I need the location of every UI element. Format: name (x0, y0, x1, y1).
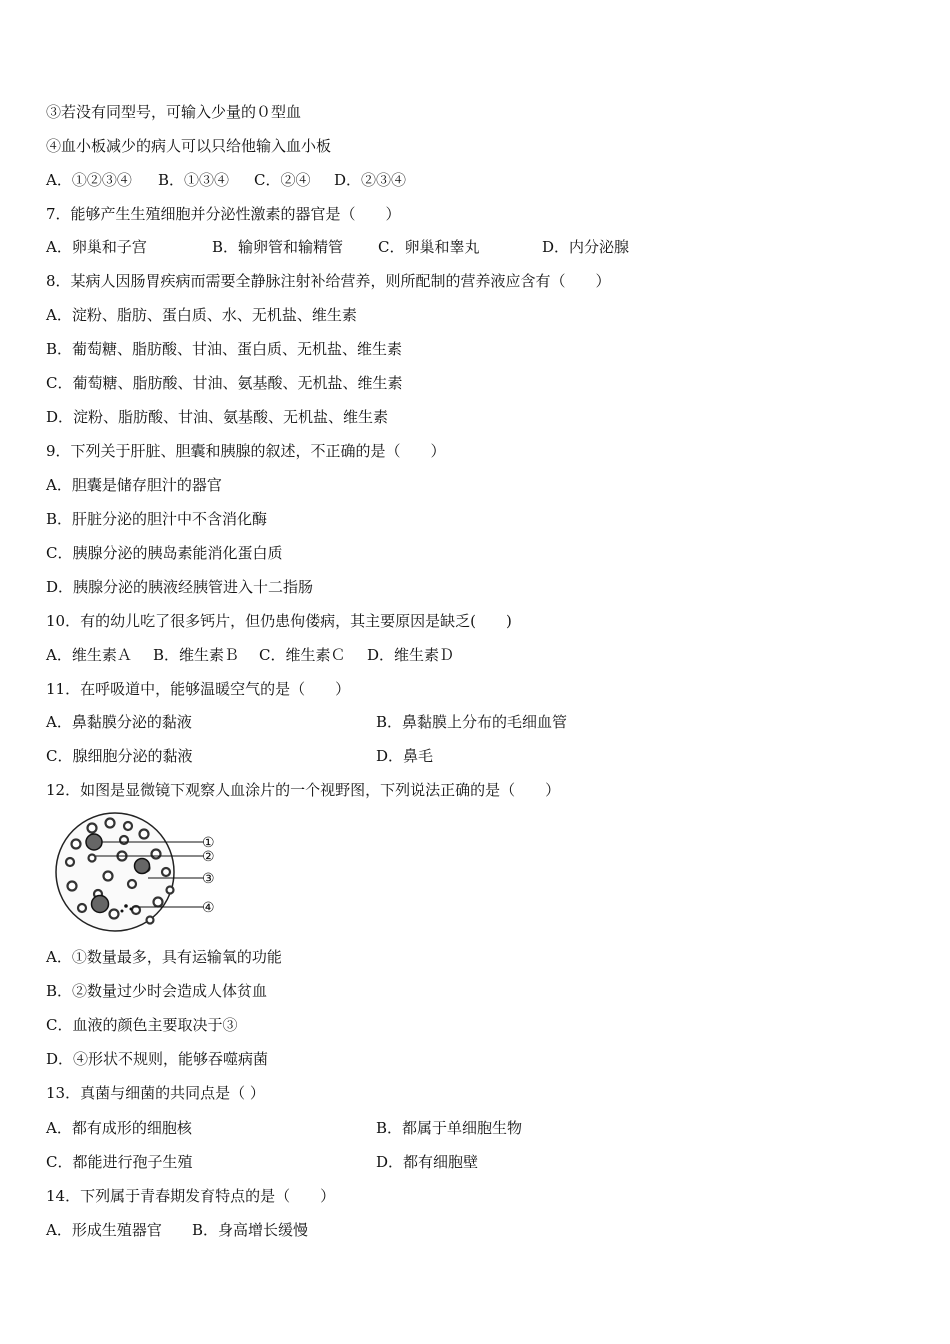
q12-option-c: C．血液的颜色主要取决于③ (46, 1016, 238, 1034)
q11-option-b: B．鼻黏膜上分布的毛细血管 (376, 713, 568, 731)
q13-stem: 13．真菌与细菌的共同点是（ ） (46, 1084, 265, 1102)
figure-label-2: ② (202, 849, 215, 865)
q12-option-a: A．①数量最多，具有运输氧的功能 (46, 948, 282, 966)
q7-option-c: C．卵巢和睾丸 (378, 238, 480, 256)
q8-stem: 8．某病人因肠胃疾病而需要全静脉注射补给营养，则所配制的营养液应含有（ ） (46, 272, 611, 290)
q13-option-d: D．都有细胞壁 (376, 1153, 479, 1171)
option-line-3: ③若没有同型号，可输入少量的０型血 (46, 103, 302, 121)
q10-option-c: C．维生素Ｃ (259, 646, 346, 664)
q14-option-b: B．身高增长缓慢 (192, 1221, 309, 1239)
q7-option-a: A．卵巢和子宫 (46, 238, 147, 256)
q11-option-c: C．腺细胞分泌的黏液 (46, 747, 193, 765)
figure-label-4: ④ (202, 900, 215, 916)
option-line-4: ④血小板减少的病人可以只给他输入血小板 (46, 137, 332, 155)
q10-option-b: B．维生素Ｂ (153, 646, 240, 664)
q7-stem: 7．能够产生生殖细胞并分泌性激素的器官是（ ） (46, 205, 401, 223)
q8-option-b: B．葡萄糖、脂肪酸、甘油、蛋白质、无机盐、维生素 (46, 340, 403, 358)
q6-option-d: D．②③④ (334, 171, 407, 189)
q11-stem: 11．在呼吸道中，能够温暖空气的是（ ） (46, 680, 351, 698)
q6-option-b: B．①③④ (158, 171, 230, 189)
q7-option-d: D．内分泌腺 (542, 238, 630, 256)
q11-option-d: D．鼻毛 (376, 747, 434, 765)
q9-option-a: A．胆囊是储存胆汁的器官 (46, 476, 222, 494)
figure-label-1: ① (202, 835, 215, 851)
q8-option-a: A．淀粉、脂肪、蛋白质、水、无机盐、维生素 (46, 306, 357, 324)
q7-option-b: B．输卵管和输精管 (212, 238, 344, 256)
q13-option-a: A．都有成形的细胞核 (46, 1119, 192, 1137)
q14-option-a: A．形成生殖器官 (46, 1221, 162, 1239)
q10-option-a: A．维生素Ａ (46, 646, 132, 664)
blood-smear-figure (52, 810, 222, 935)
q9-option-b: B．肝脏分泌的胆汁中不含消化酶 (46, 510, 268, 528)
q10-stem: 10．有的幼儿吃了很多钙片，但仍患佝偻病，其主要原因是缺乏( ) (46, 612, 512, 630)
q11-option-a: A．鼻黏膜分泌的黏液 (46, 713, 192, 731)
figure-label-3: ③ (202, 871, 215, 887)
q10-option-d: D．维生素Ｄ (367, 646, 455, 664)
q13-option-c: C．都能进行孢子生殖 (46, 1153, 193, 1171)
q9-stem: 9．下列关于肝脏、胆囊和胰腺的叙述，不正确的是（ ） (46, 442, 446, 460)
q6-option-c: C．②④ (254, 171, 311, 189)
q6-option-a: A．①②③④ (46, 171, 132, 189)
q14-stem: 14．下列属于青春期发育特点的是（ ） (46, 1187, 336, 1205)
q8-option-d: D．淀粉、脂肪酸、甘油、氨基酸、无机盐、维生素 (46, 408, 389, 426)
q9-option-c: C．胰腺分泌的胰岛素能消化蛋白质 (46, 544, 283, 562)
q12-option-d: D．④形状不规则，能够吞噬病菌 (46, 1050, 269, 1068)
q12-stem: 12．如图是显微镜下观察人血涂片的一个视野图，下列说法正确的是（ ） (46, 781, 561, 799)
q8-option-c: C．葡萄糖、脂肪酸、甘油、氨基酸、无机盐、维生素 (46, 374, 403, 392)
q13-option-b: B．都属于单细胞生物 (376, 1119, 523, 1137)
q12-option-b: B．②数量过少时会造成人体贫血 (46, 982, 268, 1000)
q9-option-d: D．胰腺分泌的胰液经胰管进入十二指肠 (46, 578, 314, 596)
